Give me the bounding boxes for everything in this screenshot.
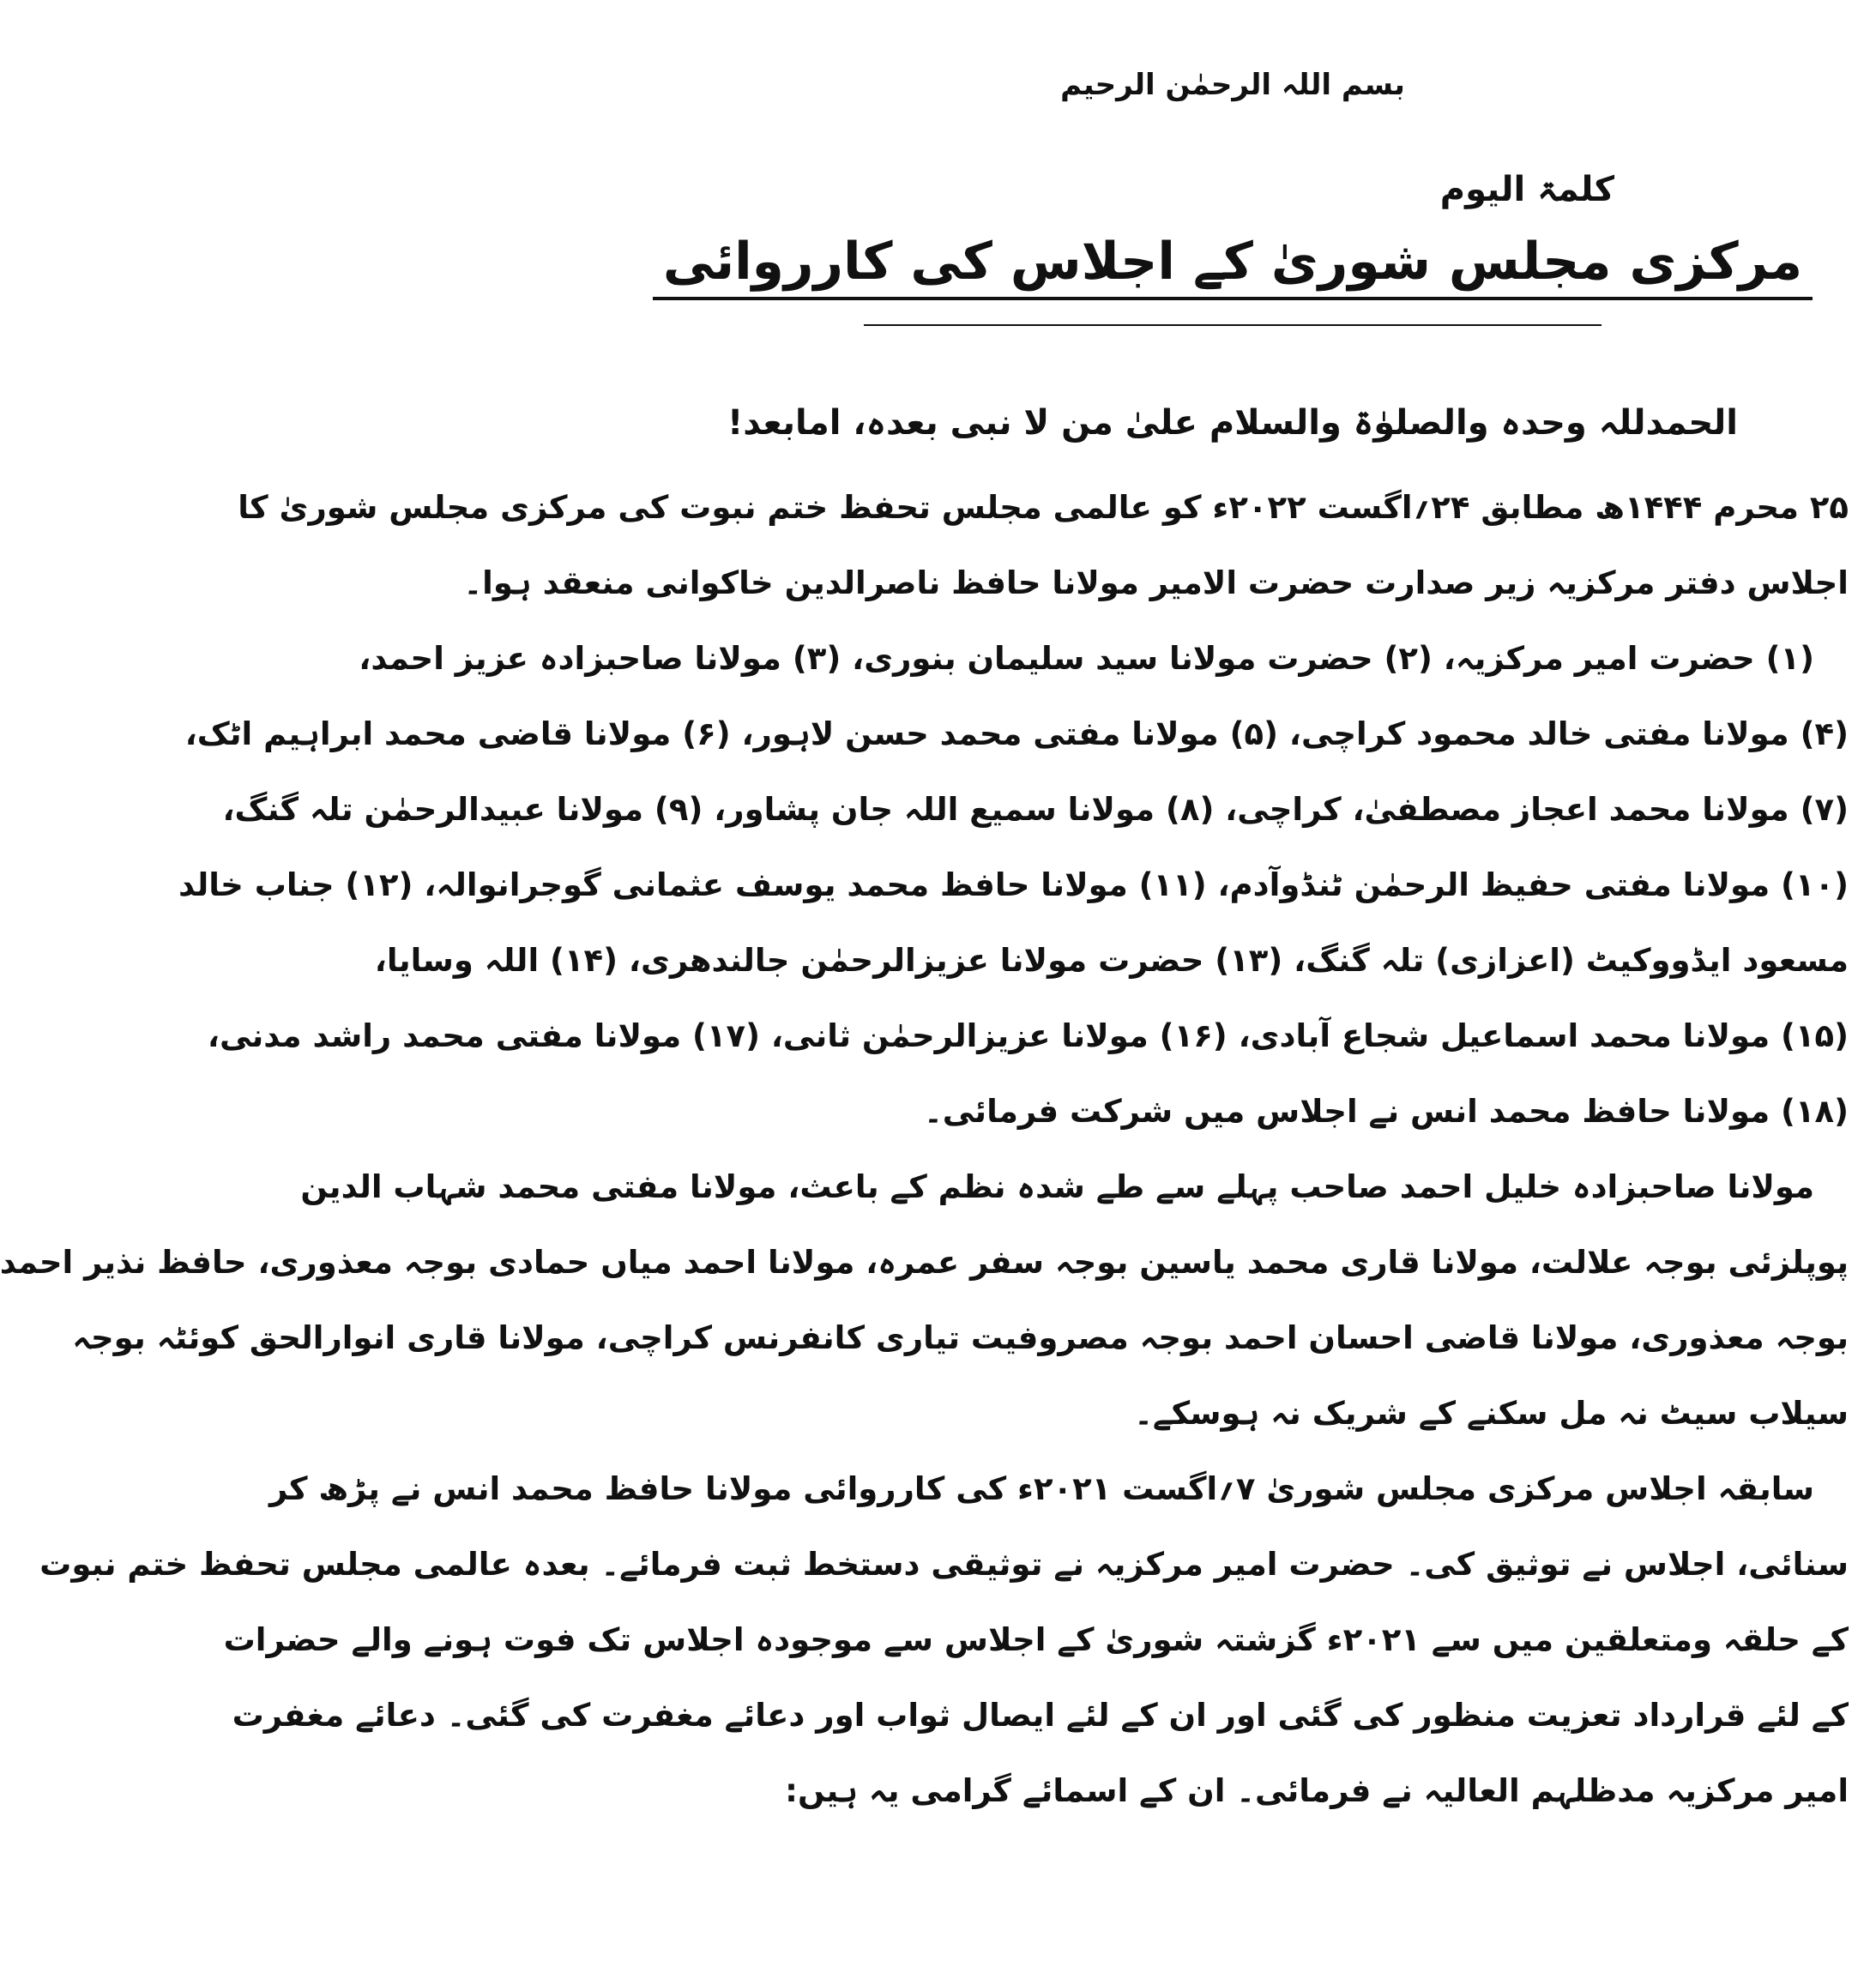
body-line: پوپلزئی بوجہ علالت، مولانا قاری محمد یاسین بوجہ سفر عمرہ، مولانا احمد میاں حمادی بوجہ معذوری، حافظ نذیر احمد xyxy=(0,1244,1849,1281)
body-line: کے لئے قرارداد تعزیت منظور کی گئی اور ان کے لئے ایصال ثواب اور دعائے مغفرت کی گئی۔ دعائے مغفرت xyxy=(232,1697,1849,1734)
body-line: بوجہ معذوری، مولانا قاضی احسان احمد بوجہ مصروفیت تیاری کانفرنس کراچی، مولانا قاری انوارالحق کوئٹہ بوجہ xyxy=(72,1319,1849,1356)
body-line: ۲۵ محرم ۱۴۴۴ھ مطابق ۲۴؍اگست ۲۰۲۲ء کو عالمی مجلس تحفظ ختم نبوت کی مرکزی مجلس شوریٰ کا xyxy=(238,489,1849,526)
body-line: (۷) مولانا محمد اعجاز مصطفیٰ، کراچی، (۸) مولانا سمیع اللہ جان پشاور، (۹) مولانا عبیدالرحمٰن تلہ گنگ، xyxy=(222,791,1849,828)
body-line: (۴) مولانا مفتی خالد محمود کراچی، (۵) مولانا مفتی محمد حسن لاہور، (۶) مولانا قاضی محمد ابراہیم اٹک، xyxy=(184,715,1849,752)
body-line: اجلاس دفتر مرکزیہ زیر صدارت حضرت الامیر مولانا حافظ ناصرالدین خاکوانی منعقد ہوا۔ xyxy=(463,564,1849,601)
body-line: سنائی، اجلاس نے توثیق کی۔ حضرت امیر مرکزیہ نے توثیقی دستخط ثبت فرمائے۔ بعدہ عالمی مجلس تحفظ ختم نبوت xyxy=(39,1546,1849,1583)
title-wrap xyxy=(589,232,1876,300)
body-line: کے حلقہ ومتعلقین میں سے ۲۰۲۱ء گزشتہ شوریٰ کے اجلاس سے موجودہ اجلاس تک فوت ہونے والے حضرات xyxy=(223,1621,1849,1658)
body-line: (۱۰) مولانا مفتی حفیظ الرحمٰن ٹنڈوآدم، (۱۱) مولانا حافظ محمد یوسف عثمانی گوجرانوالہ، (۱۲) جناب خالد xyxy=(178,866,1849,903)
section-label: کلمۃ الیوم xyxy=(1439,170,1614,209)
body-line: (۱۵) مولانا محمد اسماعیل شجاع آبادی، (۱۶) مولانا عزیزالرحمٰن ثانی، (۱۷) مولانا مفتی محمد راشد مدنی، xyxy=(207,1017,1849,1054)
page-title: مرکزی مجلس شوریٰ کے اجلاس کی کارروائی xyxy=(653,232,1813,300)
body-line: سیلاب سیٹ نہ مل سکنے کے شریک نہ ہوسکے۔ xyxy=(1134,1395,1849,1432)
body-line: سابقہ اجلاس مرکزی مجلس شوریٰ ۷؍اگست ۲۰۲۱ء کی کارروائی مولانا حافظ محمد انس نے پڑھ کر xyxy=(268,1470,1814,1507)
body-line: مسعود ایڈووکیٹ (اعزازی) تلہ گنگ، (۱۳) حضرت مولانا عزیزالرحمٰن جالندھری، (۱۴) اللہ وسایا، xyxy=(374,942,1849,979)
body-line: امیر مرکزیہ مدظلہم العالیہ نے فرمائی۔ ان کے اسمائے گرامی یہ ہیں: xyxy=(785,1772,1849,1809)
body-line: (۱۸) مولانا حافظ محمد انس نے اجلاس میں شرکت فرمائی۔ xyxy=(924,1093,1849,1130)
bismillah: بسم اللہ الرحمٰن الرحیم xyxy=(1060,68,1405,102)
hamd-line: الحمدللہ وحدہ والصلوٰۃ والسلام علیٰ من لا نبی بعدہ، امابعد! xyxy=(727,403,1738,443)
body-line: (۱) حضرت امیر مرکزیہ، (۲) حضرت مولانا سید سلیمان بنوری، (۳) مولانا صاحبزادہ عزیز احمد، xyxy=(359,640,1814,677)
title-underline xyxy=(864,324,1602,326)
body-line: مولانا صاحبزادہ خلیل احمد صاحب پہلے سے طے شدہ نظم کے باعث، مولانا مفتی محمد شہاب الدین xyxy=(300,1168,1814,1205)
body-text xyxy=(0,470,1849,1829)
